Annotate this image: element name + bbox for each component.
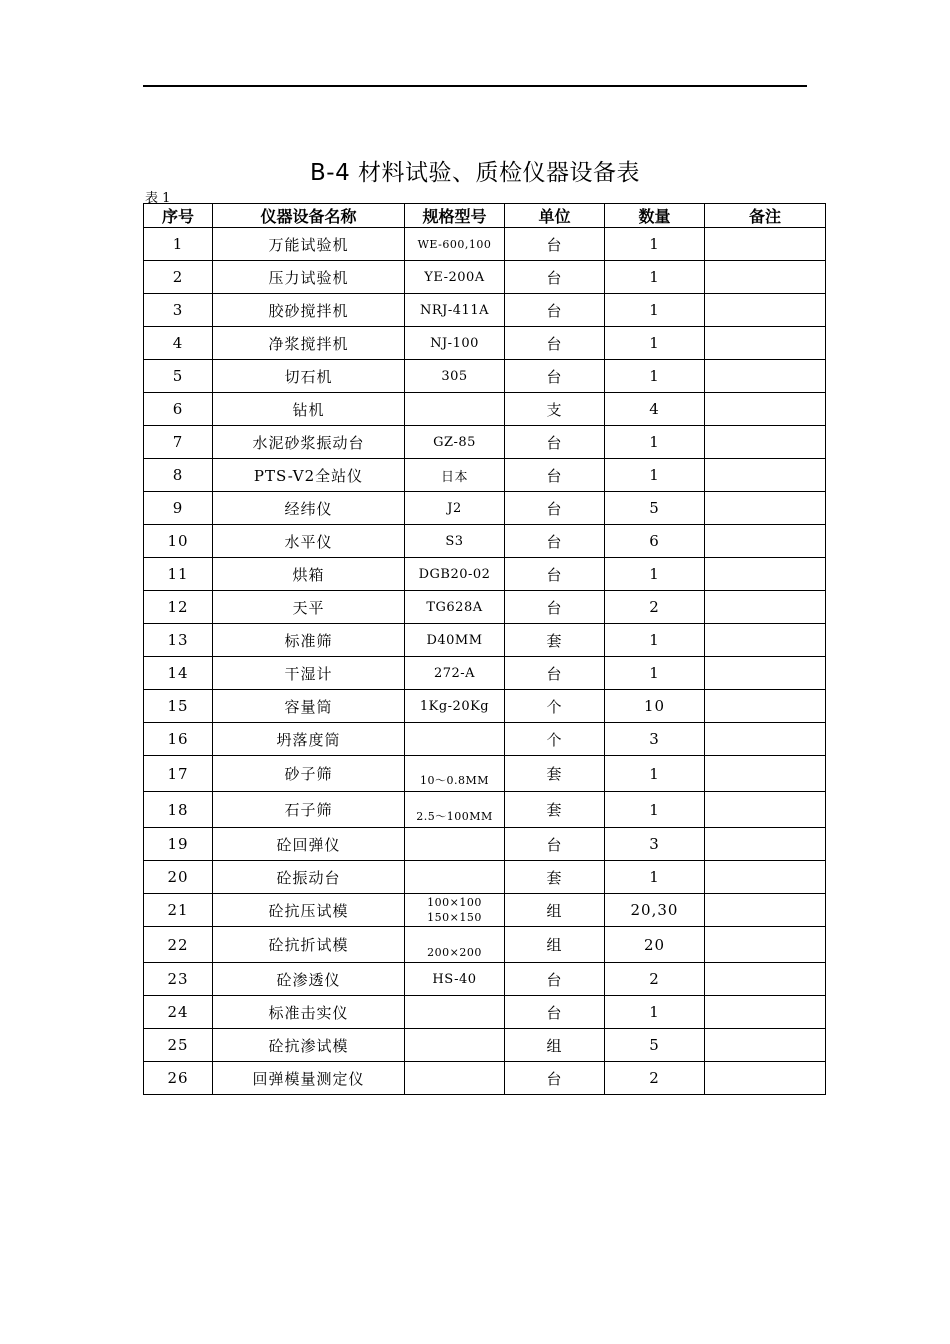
cell-unit: 个: [505, 723, 605, 756]
cell-name: 干湿计: [213, 657, 405, 690]
cell-spec: NJ-100: [405, 327, 505, 360]
cell-unit: 台: [505, 294, 605, 327]
cell-note: [705, 459, 826, 492]
cell-seq: 12: [144, 591, 213, 624]
cell-unit: 台: [505, 558, 605, 591]
cell-spec: [405, 861, 505, 894]
table-row: [144, 723, 826, 756]
cell-name: 水平仪: [213, 525, 405, 558]
cell-seq: 18: [144, 792, 213, 828]
cell-seq: 19: [144, 828, 213, 861]
cell-unit: 台: [505, 327, 605, 360]
cell-qty: 2: [605, 1062, 705, 1095]
table-row: [144, 426, 826, 459]
header-qty: 数量: [605, 204, 705, 228]
cell-spec: [405, 996, 505, 1029]
cell-qty: 1: [605, 360, 705, 393]
cell-spec: [405, 393, 505, 426]
cell-note: [705, 1029, 826, 1062]
cell-name: 石子筛: [213, 792, 405, 828]
cell-note: [705, 894, 826, 927]
cell-name: 砼抗折试模: [213, 927, 405, 963]
cell-spec: [405, 894, 505, 927]
cell-seq: 7: [144, 426, 213, 459]
cell-qty: 2: [605, 591, 705, 624]
cell-name: 砂子筛: [213, 756, 405, 792]
cell-unit: 套: [505, 861, 605, 894]
cell-seq: 9: [144, 492, 213, 525]
cell-name: 天平: [213, 591, 405, 624]
table-row: [144, 393, 826, 426]
cell-spec: [405, 723, 505, 756]
cell-spec: J2: [405, 492, 505, 525]
cell-unit: 台: [505, 963, 605, 996]
table-caption: 表 1: [145, 191, 171, 206]
table-row: [144, 360, 826, 393]
cell-spec: [405, 1062, 505, 1095]
cell-name: 钻机: [213, 393, 405, 426]
cell-spec: [405, 1029, 505, 1062]
table-row: [144, 792, 826, 828]
cell-unit: 台: [505, 426, 605, 459]
cell-note: [705, 927, 826, 963]
table-row: [144, 558, 826, 591]
table-row: [144, 1029, 826, 1062]
cell-spec: DGB20-02: [405, 558, 505, 591]
cell-seq: 6: [144, 393, 213, 426]
cell-qty: 1: [605, 792, 705, 828]
cell-spec: GZ-85: [405, 426, 505, 459]
cell-note: [705, 1062, 826, 1095]
cell-spec: TG628A: [405, 591, 505, 624]
cell-unit: 支: [505, 393, 605, 426]
cell-unit: 台: [505, 459, 605, 492]
cell-name: 回弹模量测定仪: [213, 1062, 405, 1095]
table-row: [144, 327, 826, 360]
cell-name: 砼抗压试模: [213, 894, 405, 927]
table-row: [144, 1062, 826, 1095]
cell-qty: 4: [605, 393, 705, 426]
cell-name: 标准击实仪: [213, 996, 405, 1029]
cell-qty: 6: [605, 525, 705, 558]
cell-spec: NRJ-411A: [405, 294, 505, 327]
cell-seq: 8: [144, 459, 213, 492]
cell-name: 容量筒: [213, 690, 405, 723]
table-row: [144, 657, 826, 690]
cell-name: 万能试验机: [213, 228, 405, 261]
cell-unit: 组: [505, 894, 605, 927]
cell-name: 烘箱: [213, 558, 405, 591]
cell-qty: 1: [605, 756, 705, 792]
cell-unit: 个: [505, 690, 605, 723]
cell-spec-line: 150×150: [427, 911, 482, 924]
cell-spec-line: 100×100: [427, 896, 482, 909]
cell-note: [705, 261, 826, 294]
cell-name: 净浆搅拌机: [213, 327, 405, 360]
cell-note: [705, 558, 826, 591]
cell-note: [705, 327, 826, 360]
cell-spec: 272-A: [405, 657, 505, 690]
table-row: [144, 525, 826, 558]
cell-qty: 1: [605, 327, 705, 360]
cell-note: [705, 426, 826, 459]
cell-qty: 3: [605, 828, 705, 861]
cell-name: 经纬仪: [213, 492, 405, 525]
header-name: 仪器设备名称: [213, 204, 405, 228]
header-seq: 序号: [144, 204, 213, 228]
cell-qty: 1: [605, 558, 705, 591]
header-unit: 单位: [505, 204, 605, 228]
cell-unit: 台: [505, 657, 605, 690]
cell-seq: 25: [144, 1029, 213, 1062]
header-rule: [143, 85, 807, 87]
cell-name: 标准筛: [213, 624, 405, 657]
cell-note: [705, 996, 826, 1029]
cell-spec: WE-600,100: [405, 228, 505, 261]
cell-unit: 台: [505, 228, 605, 261]
cell-qty: 2: [605, 963, 705, 996]
cell-spec: [405, 828, 505, 861]
cell-name: 坍落度筒: [213, 723, 405, 756]
cell-name: 切石机: [213, 360, 405, 393]
cell-qty: 5: [605, 1029, 705, 1062]
cell-name: 胶砂搅拌机: [213, 294, 405, 327]
cell-note: [705, 360, 826, 393]
cell-name: 砼渗透仪: [213, 963, 405, 996]
cell-note: [705, 393, 826, 426]
cell-note: [705, 828, 826, 861]
cell-note: [705, 861, 826, 894]
table-row: [144, 261, 826, 294]
header-spec: 规格型号: [405, 204, 505, 228]
table-row: [144, 861, 826, 894]
cell-name: PTS-V2全站仪: [213, 459, 405, 492]
cell-note: [705, 963, 826, 996]
cell-unit: 台: [505, 1062, 605, 1095]
cell-unit: 台: [505, 360, 605, 393]
cell-note: [705, 723, 826, 756]
cell-seq: 17: [144, 756, 213, 792]
cell-unit: 组: [505, 1029, 605, 1062]
table-row: [144, 459, 826, 492]
cell-spec: HS-40: [405, 963, 505, 996]
table-row: [144, 294, 826, 327]
cell-note: [705, 792, 826, 828]
cell-note: [705, 492, 826, 525]
cell-qty: 1: [605, 996, 705, 1029]
cell-note: [705, 657, 826, 690]
table-row: [144, 927, 826, 963]
cell-unit: 套: [505, 792, 605, 828]
cell-seq: 15: [144, 690, 213, 723]
cell-qty: 20,30: [605, 894, 705, 927]
cell-spec: 200×200: [405, 927, 505, 963]
cell-seq: 5: [144, 360, 213, 393]
cell-spec: 305: [405, 360, 505, 393]
cell-qty: 3: [605, 723, 705, 756]
cell-qty: 1: [605, 261, 705, 294]
cell-note: [705, 294, 826, 327]
cell-qty: 1: [605, 657, 705, 690]
cell-seq: 11: [144, 558, 213, 591]
table-row: [144, 996, 826, 1029]
cell-unit: 套: [505, 756, 605, 792]
cell-seq: 2: [144, 261, 213, 294]
cell-unit: 台: [505, 525, 605, 558]
cell-spec: D40MM: [405, 624, 505, 657]
table-row: [144, 963, 826, 996]
cell-spec: 日本: [405, 459, 505, 492]
cell-seq: 24: [144, 996, 213, 1029]
cell-note: [705, 690, 826, 723]
table-row: [144, 492, 826, 525]
cell-name: 水泥砂浆振动台: [213, 426, 405, 459]
cell-note: [705, 525, 826, 558]
cell-unit: 台: [505, 492, 605, 525]
cell-seq: 26: [144, 1062, 213, 1095]
table-row: [144, 894, 826, 927]
cell-note: [705, 228, 826, 261]
cell-unit: 套: [505, 624, 605, 657]
cell-name: 压力试验机: [213, 261, 405, 294]
cell-spec: 1Kg-20Kg: [405, 690, 505, 723]
cell-qty: 1: [605, 861, 705, 894]
document-title: B-4 材料试验、质检仪器设备表: [309, 160, 641, 186]
cell-name: 砼回弹仪: [213, 828, 405, 861]
cell-seq: 21: [144, 894, 213, 927]
cell-qty: 20: [605, 927, 705, 963]
cell-spec: 10～0.8MM: [405, 756, 505, 792]
cell-unit: 组: [505, 927, 605, 963]
cell-seq: 13: [144, 624, 213, 657]
table-row: [144, 690, 826, 723]
table-header-row: [144, 204, 826, 228]
cell-qty: 5: [605, 492, 705, 525]
cell-seq: 22: [144, 927, 213, 963]
cell-qty: 1: [605, 294, 705, 327]
table-row: [144, 756, 826, 792]
cell-unit: 台: [505, 261, 605, 294]
table-row: [144, 624, 826, 657]
cell-spec: YE-200A: [405, 261, 505, 294]
cell-name: 砼抗渗试模: [213, 1029, 405, 1062]
table-row: [144, 828, 826, 861]
cell-qty: 1: [605, 459, 705, 492]
equipment-table: [143, 203, 826, 1095]
cell-unit: 台: [505, 996, 605, 1029]
cell-spec: 2.5～100MM: [405, 792, 505, 828]
cell-qty: 1: [605, 228, 705, 261]
cell-seq: 23: [144, 963, 213, 996]
cell-unit: 台: [505, 591, 605, 624]
table-row: [144, 591, 826, 624]
cell-qty: 10: [605, 690, 705, 723]
cell-note: [705, 756, 826, 792]
cell-seq: 3: [144, 294, 213, 327]
cell-note: [705, 591, 826, 624]
cell-seq: 1: [144, 228, 213, 261]
header-note: 备注: [705, 204, 826, 228]
cell-note: [705, 624, 826, 657]
cell-unit: 台: [505, 828, 605, 861]
cell-qty: 1: [605, 624, 705, 657]
cell-seq: 14: [144, 657, 213, 690]
cell-seq: 16: [144, 723, 213, 756]
cell-qty: 1: [605, 426, 705, 459]
cell-spec: S3: [405, 525, 505, 558]
cell-name: 砼振动台: [213, 861, 405, 894]
cell-seq: 4: [144, 327, 213, 360]
cell-seq: 10: [144, 525, 213, 558]
table-row: [144, 228, 826, 261]
cell-seq: 20: [144, 861, 213, 894]
